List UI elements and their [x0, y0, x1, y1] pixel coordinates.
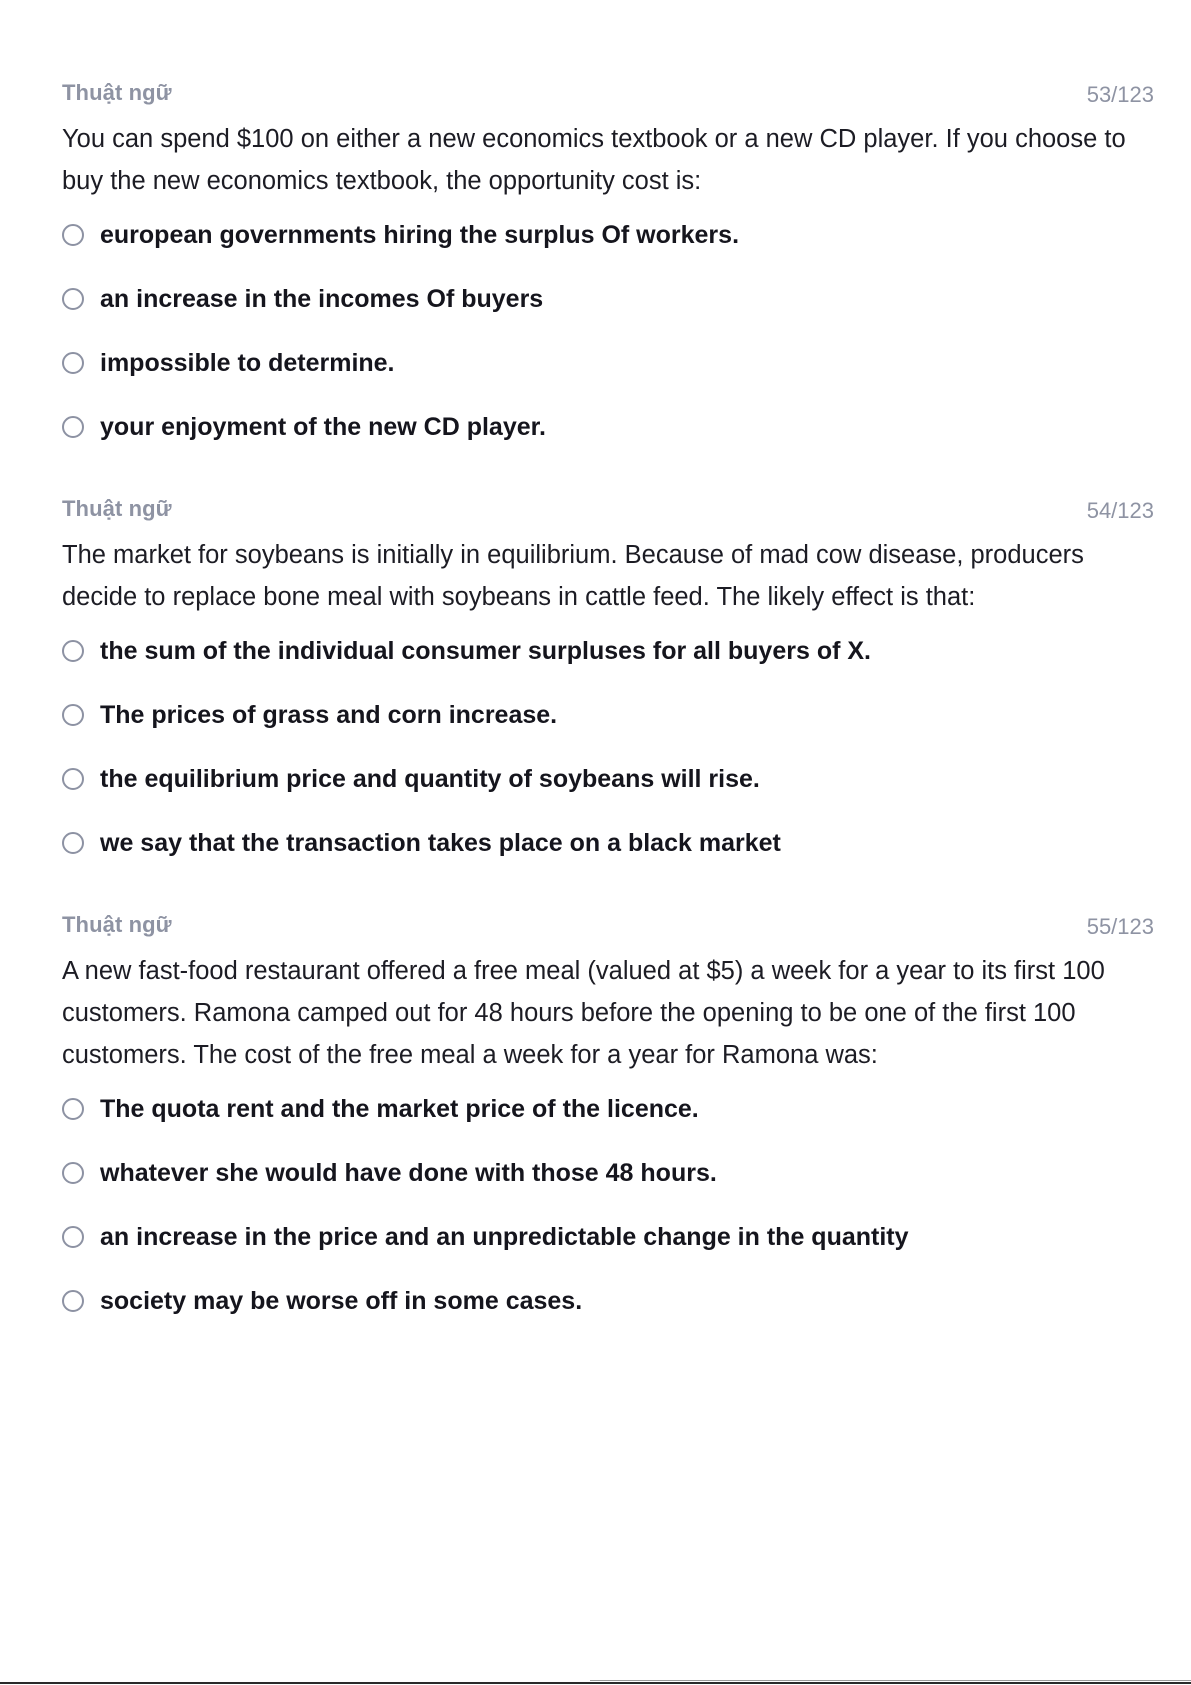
question-card: [62, 496, 1154, 892]
answer-option[interactable]: [62, 284, 1154, 348]
answer-option-label: society may be worse off in some cases.: [100, 1287, 583, 1315]
radio-icon[interactable]: [62, 416, 84, 438]
question-counter: 54/123: [1086, 498, 1154, 523]
answer-option[interactable]: [62, 1158, 1154, 1222]
question-text: The market for soybeans is initially in equilibrium. Because of mad cow disease, producers decide to replace bone meal with soybeans in cattle feed. The likely effect is that:: [62, 541, 1084, 611]
page-divider: [590, 1680, 1191, 1681]
question-header: [62, 80, 1154, 108]
question-header: [62, 496, 1154, 524]
answer-option-label: impossible to determine.: [100, 349, 395, 377]
answer-options: [62, 220, 1154, 476]
page-bottom-rule: [0, 1682, 1191, 1684]
answer-option-label: the equilibrium price and quantity of soybeans will rise.: [100, 765, 760, 793]
answer-option[interactable]: [62, 412, 1154, 476]
answer-option[interactable]: [62, 1094, 1154, 1158]
answer-option-label: we say that the transaction takes place on a black market: [100, 829, 781, 857]
term-label: Thuật ngữ: [62, 912, 172, 937]
answer-option-label: the sum of the individual consumer surpluses for all buyers of X.: [100, 637, 871, 665]
answer-option-label: The quota rent and the market price of the licence.: [100, 1095, 699, 1123]
question-header: [62, 912, 1154, 940]
answer-option-label: an increase in the price and an unpredictable change in the quantity: [100, 1223, 909, 1251]
answer-option[interactable]: [62, 700, 1154, 764]
question-text: You can spend $100 on either a new economics textbook or a new CD player. If you choose to buy the new economics textbook, the opportunity cost is:: [62, 125, 1126, 195]
answer-option[interactable]: [62, 1286, 1154, 1350]
answer-option[interactable]: [62, 348, 1154, 412]
radio-icon[interactable]: [62, 1098, 84, 1120]
radio-icon[interactable]: [62, 224, 84, 246]
answer-options: [62, 1094, 1154, 1350]
answer-option[interactable]: [62, 636, 1154, 700]
radio-icon[interactable]: [62, 1226, 84, 1248]
question-counter: 55/123: [1086, 914, 1154, 939]
question-card: [62, 912, 1154, 1350]
radio-icon[interactable]: [62, 352, 84, 374]
radio-icon[interactable]: [62, 768, 84, 790]
radio-icon[interactable]: [62, 288, 84, 310]
answer-option-label: your enjoyment of the new CD player.: [100, 413, 546, 441]
answer-option[interactable]: [62, 1222, 1154, 1286]
answer-option-label: an increase in the incomes Of buyers: [100, 285, 544, 313]
question-counter: 53/123: [1086, 82, 1154, 107]
answer-option-label: european governments hiring the surplus Of workers.: [100, 221, 740, 249]
answer-options: [62, 636, 1154, 892]
answer-option-label: whatever she would have done with those 48 hours.: [100, 1159, 717, 1187]
radio-icon[interactable]: [62, 704, 84, 726]
radio-icon[interactable]: [62, 1290, 84, 1312]
radio-icon[interactable]: [62, 640, 84, 662]
radio-icon[interactable]: [62, 1162, 84, 1184]
radio-icon[interactable]: [62, 832, 84, 854]
question-text: A new fast-food restaurant offered a free meal (valued at $5) a week for a year to its first 100 customers. Ramona camped out for 48 hours before the opening to be one of the first 100 customers. The cost of the free meal a week for a year for Ramona was:: [62, 957, 1105, 1069]
answer-option[interactable]: [62, 764, 1154, 828]
term-label: Thuật ngữ: [62, 80, 172, 105]
term-label: Thuật ngữ: [62, 496, 172, 521]
answer-option-label: The prices of grass and corn increase.: [100, 701, 558, 729]
answer-option[interactable]: [62, 828, 1154, 892]
question-card: [62, 80, 1154, 476]
answer-option[interactable]: [62, 220, 1154, 284]
